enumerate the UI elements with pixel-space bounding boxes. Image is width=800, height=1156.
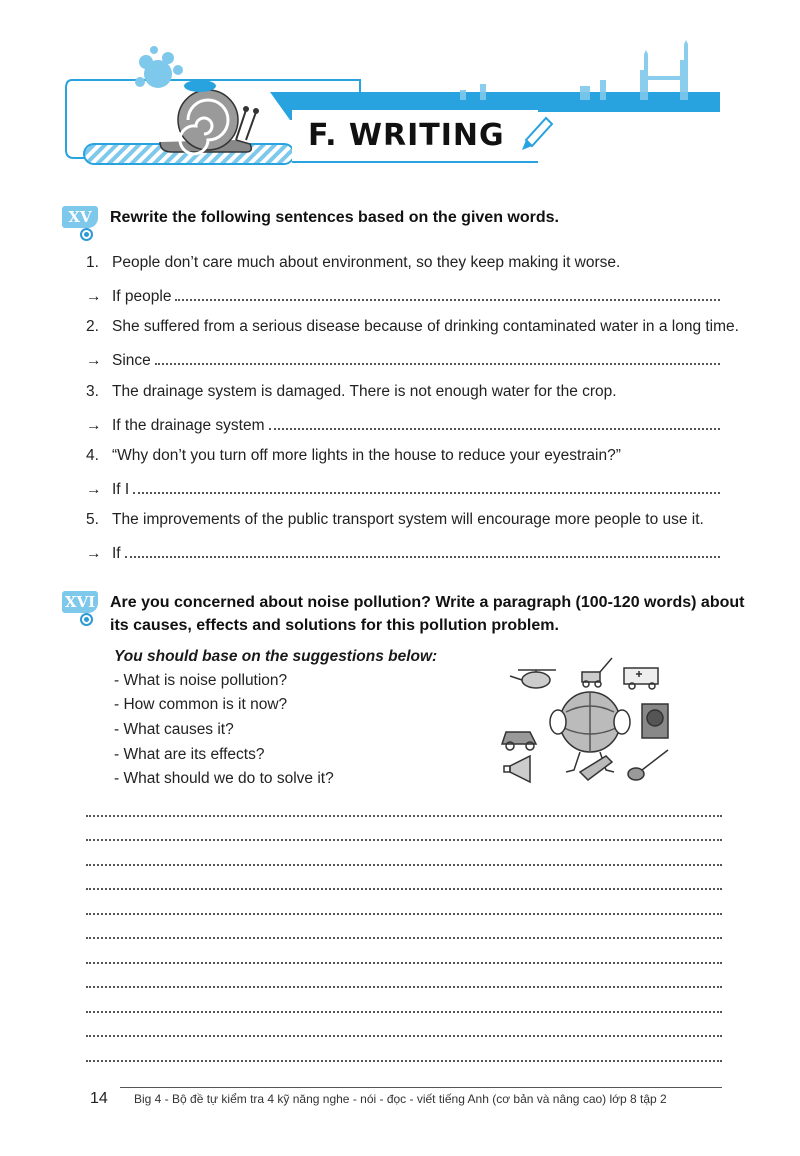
speaker-icon: [642, 704, 668, 738]
question-3: 3. The drainage system is damaged. There is not enough water for the crop.: [86, 383, 617, 400]
answer-line-1[interactable]: → If people: [86, 286, 720, 306]
splash-icon: [135, 46, 183, 88]
footer-rule: [120, 1087, 722, 1088]
section-banner: [60, 40, 730, 180]
guitar-icon: [628, 750, 668, 780]
suggestion-item: - What are its effects?: [114, 746, 265, 763]
exercise-xv-header: [62, 206, 559, 230]
answer-line-3[interactable]: → If the drainage system: [86, 415, 720, 435]
page-number: 14: [90, 1090, 108, 1107]
writing-line[interactable]: [86, 937, 722, 939]
question-1: 1. People don’t care much about environment, so they keep making it worse.: [86, 254, 621, 271]
city-skyline-icon: [460, 40, 688, 100]
suggestions-title: You should base on the suggestions below:: [114, 648, 438, 665]
answer-line-5[interactable]: → If: [86, 543, 720, 563]
writing-line[interactable]: [86, 1035, 722, 1037]
writing-line[interactable]: [86, 864, 722, 866]
writing-line[interactable]: [86, 815, 722, 817]
writing-line[interactable]: [86, 839, 722, 841]
answer-line-2[interactable]: → Since: [86, 350, 720, 370]
lawn-mower-icon: [582, 658, 612, 687]
writing-line[interactable]: [86, 1011, 722, 1013]
question-2: 2. She suffered from a serious disease because of drinking contaminated water in a long time.: [86, 318, 739, 335]
page-title: F. WRITING: [308, 118, 505, 153]
noise-pollution-illustration: [496, 652, 684, 792]
car-icon: [502, 732, 536, 750]
exercise-badge: XVI: [62, 591, 98, 615]
writing-line[interactable]: [86, 986, 722, 988]
question-4: 4. “Why don’t you turn off more lights in the house to reduce your eyestrain?”: [86, 447, 621, 464]
exercise-xvi-header: [62, 591, 744, 637]
ambulance-icon: [624, 668, 658, 689]
suggestion-item: - What is noise pollution?: [114, 672, 288, 689]
helicopter-icon: [510, 670, 556, 688]
exercise-instruction: Rewrite the following sentences based on the given words.: [110, 209, 559, 226]
writing-line[interactable]: [86, 962, 722, 964]
writing-line[interactable]: [86, 888, 722, 890]
megaphone-icon: [504, 756, 530, 782]
book-title: Big 4 - Bộ đề tự kiểm tra 4 kỹ năng nghe - nói - đọc - viết tiếng Anh (cơ bản và nâng cao) lớp 8 tập 2: [134, 1092, 667, 1106]
question-5: 5. The improvements of the public transport system will encourage more people to use it.: [86, 511, 704, 528]
exercise-badge: XV: [62, 206, 98, 230]
writing-line[interactable]: [86, 1060, 722, 1062]
snail-icon: [160, 80, 259, 154]
writing-line[interactable]: [86, 913, 722, 915]
chainsaw-icon: [580, 756, 612, 780]
answer-line-4[interactable]: → If I: [86, 479, 720, 499]
suggestion-item: - How common is it now?: [114, 696, 288, 713]
exercise-instruction: Are you concerned about noise pollution? Write a paragraph (100-120 words) about its causes, effects and solutions for this pollution problem.: [110, 594, 745, 634]
suggestion-item: - What causes it?: [114, 721, 234, 738]
suggestion-item: - What should we do to solve it?: [114, 770, 334, 787]
